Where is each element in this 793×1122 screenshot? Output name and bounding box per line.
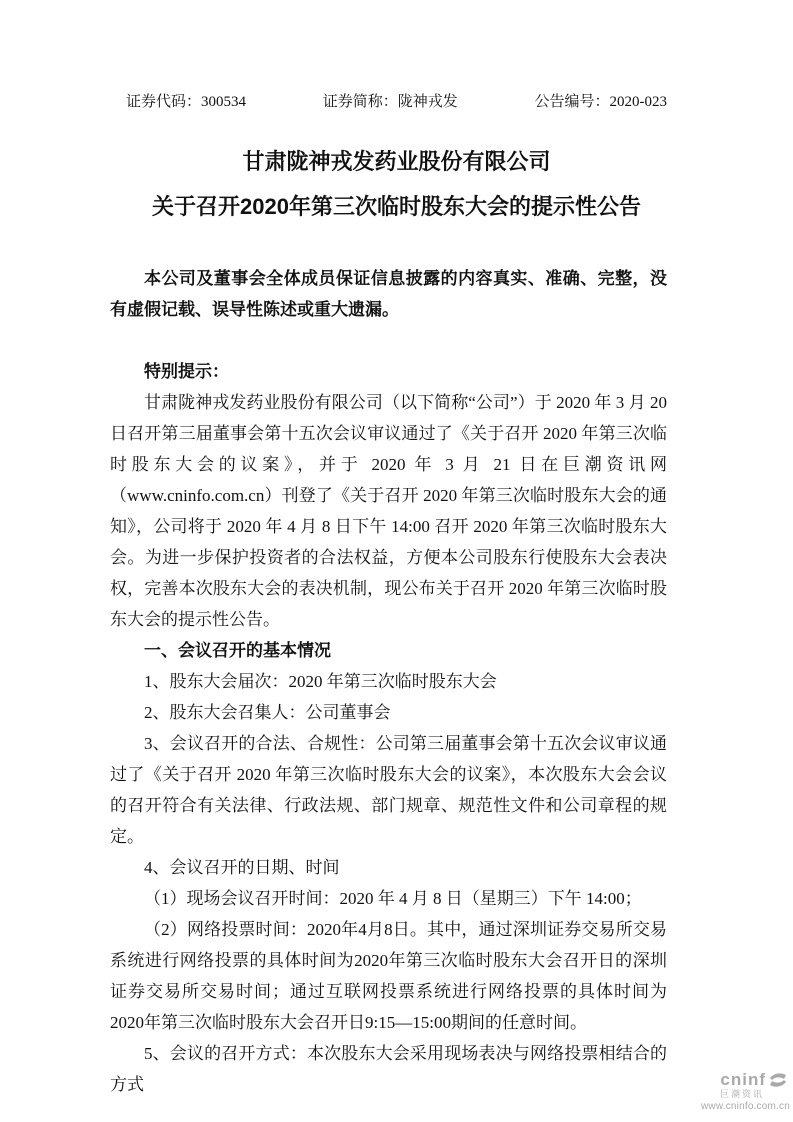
announcement-number: 公告编号：2020-023 <box>534 94 667 110</box>
onsite-meeting-time-item: （1）现场会议召开时间：2020 年 4 月 8 日（星期三）下午 14:00； <box>144 889 642 908</box>
cninfo-brand-chinese: 巨潮资讯 <box>719 1089 764 1100</box>
cninfo-url: www.cninfo.com.cn <box>701 1101 790 1112</box>
cninfo-swirl-logo-icon <box>768 1070 788 1090</box>
disclaimer-statement: 本公司及董事会全体成员保证信息披露的内容真实、准确、完整，没有虚假记载、误导性陈述或重大遗漏。 <box>110 269 667 319</box>
header-row <box>0 0 793 111</box>
meeting-legality-item: 3、会议召开的合法、合规性：公司第三届董事会第十五次会议审议通过了《关于召开 2020 年第三次临时股东大会的议案》，本次股东大会会议的召开符合有关法律、行政法规、部门规章、规范性文件和公司章程的规定。 <box>110 734 667 846</box>
online-voting-time-item: （2）网络投票时间：2020年4月8日。其中，通过深圳证券交易所交易系统进行网络投票的具体时间为2020年第三次临时股东大会召开日的深圳证券交易所交易时间；通过互联网投票系统进行网络投票的具体时间为2020年第三次临时股东大会召开日9:15—15:00期间的任意时间。 <box>110 920 667 1032</box>
cninfo-watermark <box>701 1070 790 1112</box>
stock-abbr: 证券简称：陇神戎发 <box>322 94 458 110</box>
meeting-convener-item: 2、股东大会召集人：公司董事会 <box>144 703 391 722</box>
company-title: 甘肃陇神戎发药业股份有限公司 <box>242 149 551 174</box>
stock-code: 证券代码：300534 <box>126 94 247 110</box>
announcement-title: 关于召开2020年第三次临时股东大会的提示性公告 <box>152 194 641 219</box>
section1-heading: 一、会议召开的基本情况 <box>144 641 331 660</box>
meeting-method-item: 5、会议的召开方式：本次股东大会采用现场表决与网络投票相结合的方式 <box>110 1044 667 1094</box>
meeting-datetime-item: 4、会议召开的日期、时间 <box>144 858 340 877</box>
special-note-paragraph: 甘肃陇神戎发药业股份有限公司（以下简称“公司”）于 2020 年 3 月 20 日召开第三届董事会第十五次会议审议通过了《关于召开 2020 年第三次临时股东大会的议案》，并于 2020 年 3 月 21 日在巨潮资讯网（www.cninfo.com.cn）刊登了《关于召开 2020 年第三次临时股东大会的通知》，公司将于 2020 年 4 月 8 日下午 14:00 召开 2020 年第三次临时股东大会。为进一步保护投资者的合法权益，方便本公司股东行使股东大会表决权，完善本次股东大会的表决机制，现公布关于召开 2020 年第三次临时股东大会的提示性公告。 <box>110 393 667 629</box>
cninfo-brand: cninf <box>720 1069 766 1089</box>
meeting-session-item: 1、股东大会届次：2020 年第三次临时股东大会 <box>144 672 497 691</box>
document-body <box>110 356 667 1100</box>
special-note-heading: 特别提示： <box>144 362 229 381</box>
